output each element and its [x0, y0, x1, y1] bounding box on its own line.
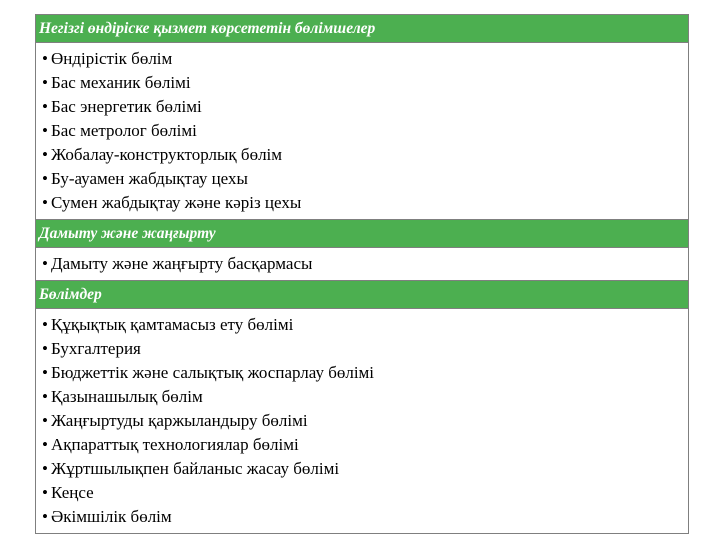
- bullet-icon: •: [42, 169, 48, 188]
- list-item: [42, 47, 688, 71]
- bullet-icon: •: [42, 459, 48, 478]
- section-production-services: [36, 15, 688, 220]
- list-item-label: Құқықтық қамтамасыз ету бөлімі: [51, 315, 294, 334]
- section-list: [36, 43, 688, 220]
- bullet-icon: •: [42, 339, 48, 358]
- bullet-icon: •: [42, 363, 48, 382]
- list-item-label: Бас метролог бөлімі: [51, 121, 197, 140]
- list-item-label: Дамыту және жаңғырту басқармасы: [51, 254, 313, 273]
- bullet-icon: •: [42, 193, 48, 212]
- section-departments: [36, 281, 688, 533]
- bullet-icon: •: [42, 435, 48, 454]
- list-item-label: Бюджеттік және салықтық жоспарлау бөлімі: [51, 363, 375, 382]
- bullet-icon: •: [42, 97, 48, 116]
- list-item: [42, 191, 688, 215]
- list-item-label: Бухгалтерия: [51, 339, 141, 358]
- bullet-icon: •: [42, 49, 48, 68]
- section-list: [36, 309, 688, 533]
- list-item: [42, 252, 688, 276]
- list-item: [42, 119, 688, 143]
- list-item-label: Жобалау-конструкторлық бөлім: [51, 145, 283, 164]
- bullet-icon: •: [42, 507, 48, 526]
- list-item: [42, 167, 688, 191]
- list-item-label: Әкімшілік бөлім: [51, 507, 172, 526]
- bullet-icon: •: [42, 387, 48, 406]
- list-item: [42, 505, 688, 529]
- bullet-icon: •: [42, 73, 48, 92]
- list-item: [42, 361, 688, 385]
- list-item-label: Бас механик бөлімі: [51, 73, 191, 92]
- list-item: [42, 457, 688, 481]
- section-header: Бөлімдер: [36, 281, 688, 309]
- list-item-label: Бу-ауамен жабдықтау цехы: [51, 169, 248, 188]
- list-item: [42, 95, 688, 119]
- list-item-label: Жаңғыртуды қаржыландыру бөлімі: [51, 411, 308, 430]
- list-item: [42, 433, 688, 457]
- section-list: [36, 248, 688, 281]
- list-item-label: Бас энергетик бөлімі: [51, 97, 202, 116]
- list-item: [42, 481, 688, 505]
- list-item-label: Өндірістік бөлім: [51, 49, 173, 68]
- section-header: Дамыту және жаңғырту: [36, 220, 688, 248]
- bullet-icon: •: [42, 315, 48, 334]
- list-item: [42, 385, 688, 409]
- list-item: [42, 71, 688, 95]
- bullet-icon: •: [42, 121, 48, 140]
- list-item-label: Сумен жабдықтау және кәріз цехы: [51, 193, 302, 212]
- list-item-label: Қазынашылық бөлім: [51, 387, 203, 406]
- bullet-icon: •: [42, 411, 48, 430]
- list-item: [42, 337, 688, 361]
- list-item-label: Жұртшылықпен байланыс жасау бөлімі: [51, 459, 340, 478]
- section-header: Негізгі өндіріске қызмет көрсететін бөлімшелер: [36, 15, 688, 43]
- list-item: [42, 143, 688, 167]
- list-item: [42, 409, 688, 433]
- list-item-label: Ақпараттық технологиялар бөлімі: [51, 435, 299, 454]
- bullet-icon: •: [42, 254, 48, 273]
- list-item: [42, 313, 688, 337]
- bullet-icon: •: [42, 483, 48, 502]
- section-development: [36, 220, 688, 281]
- list-item-label: Кеңсе: [51, 483, 94, 502]
- bullet-icon: •: [42, 145, 48, 164]
- units-table: [35, 14, 689, 534]
